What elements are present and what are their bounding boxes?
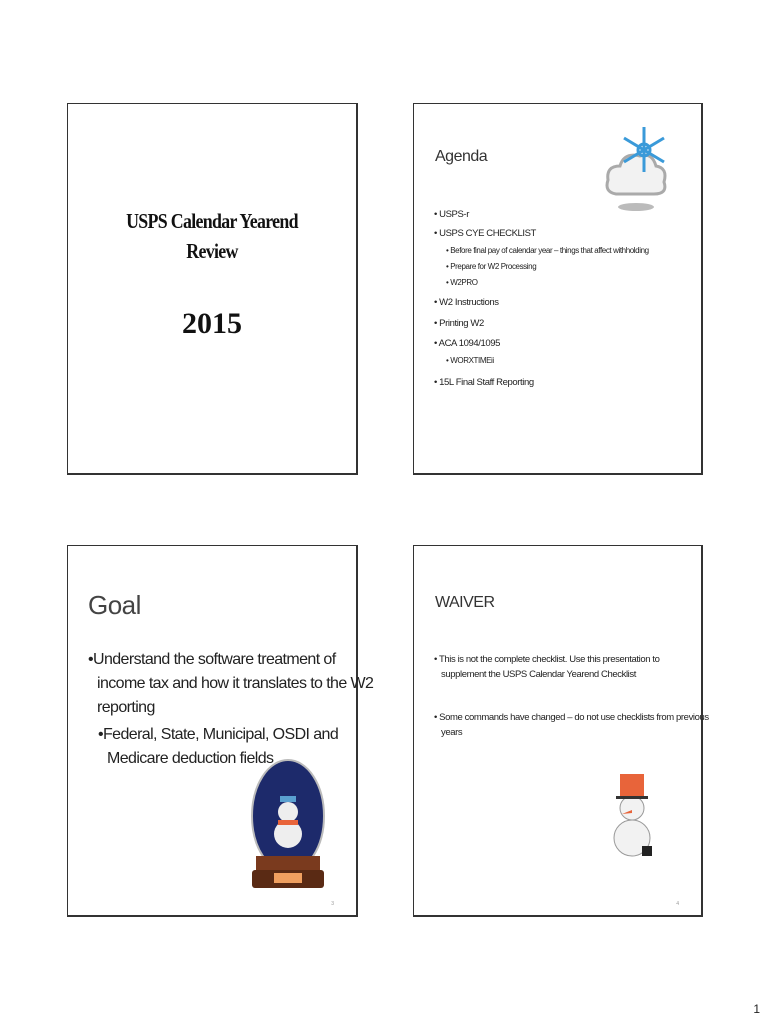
slide-waiver (413, 545, 709, 917)
agenda-item: • W2 Instructions (434, 297, 499, 308)
text-line: •Understand the software treatment of (88, 651, 336, 668)
snowman-icon (604, 766, 664, 866)
waiver-bullet-1 (434, 652, 659, 682)
snow-globe-icon (248, 756, 328, 896)
text-line: supplement the USPS Calendar Yearend Checklist (441, 669, 636, 680)
waiver-bullet-2 (434, 710, 709, 740)
text-line: years (441, 727, 463, 738)
text-line: • This is not the complete checklist. Use this presentation to (434, 654, 660, 665)
agenda-subitem: • Before final pay of calendar year – things that affect withholding (446, 246, 649, 255)
page-number: 1 (753, 1002, 760, 1016)
agenda-item: • 15L Final Staff Reporting (434, 377, 534, 388)
slide-number: 3 (331, 901, 334, 907)
title-line-2: Review (186, 239, 238, 263)
cloud-snowflake-icon (604, 122, 674, 212)
agenda-subitem: • WORXTIMEii (446, 356, 494, 365)
slide-agenda (413, 103, 703, 475)
agenda-item: • Printing W2 (434, 318, 484, 329)
agenda-subitem: • Prepare for W2 Processing (446, 262, 537, 271)
year-text: 2015 (182, 307, 242, 340)
title-line-1: USPS Calendar Yearend (126, 209, 298, 233)
text-line: income tax and how it translates to the W2 (97, 675, 374, 692)
agenda-subitem: • W2PRO (446, 278, 478, 287)
slide-goal (67, 545, 374, 917)
goal-heading: Goal (88, 590, 141, 620)
waiver-heading: WAIVER (435, 594, 495, 611)
text-line: •Federal, State, Municipal, OSDI and (98, 726, 339, 743)
slide-title-text (90, 206, 335, 266)
slide-title (67, 103, 358, 475)
agenda-item: • USPS-r (434, 209, 469, 220)
text-line: Medicare deduction fields (107, 750, 274, 767)
agenda-heading: Agenda (435, 148, 488, 165)
agenda-item: • USPS CYE CHECKLIST (434, 228, 536, 239)
slide-number: 4 (676, 901, 679, 907)
goal-bullet-1 (88, 648, 373, 720)
agenda-item: • ACA 1094/1095 (434, 338, 500, 349)
text-line: reporting (97, 699, 155, 716)
text-line: • Some commands have changed – do not use checklists from previous (434, 712, 709, 723)
